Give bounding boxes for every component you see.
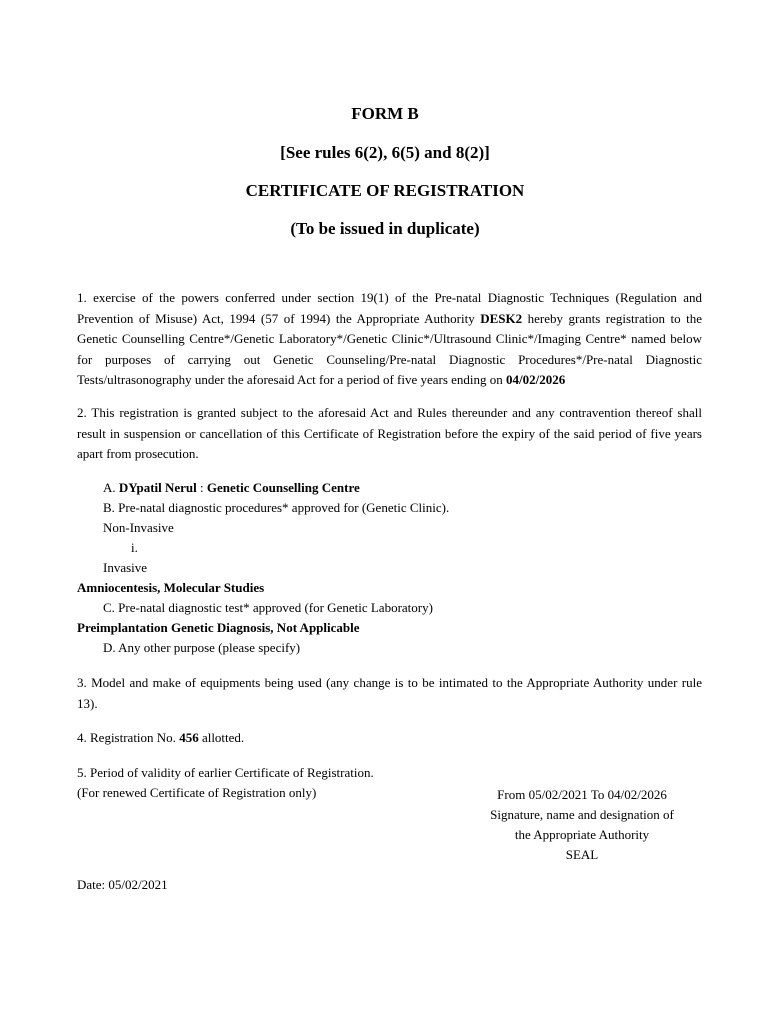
paragraph-1-line-4: for purposes of carrying out Genetic Counseling/Pre-natal Diagnostic Procedures*/Pre-natal Diagnostic (77, 351, 702, 367)
certificate-title: CERTIFICATE OF REGISTRATION (245, 181, 525, 200)
paragraph-4 (77, 728, 244, 748)
paragraph-1-line-3: Genetic Counselling Centre*/Genetic Laboratory*/Genetic Clinic*/Ultrasound Clinic*/Imaging Centre* named below (77, 331, 702, 346)
paragraph-1-line-2-text-a: Prevention of Misuse) Act, 1994 (57 of 1994) the Appropriate Authority (77, 310, 481, 326)
registration-number-suffix: allotted. (198, 730, 245, 745)
appropriate-authority-name: DESK2 (480, 310, 523, 326)
paragraph-1-line-1: 1. exercise of the powers conferred under section 19(1) of the Pre-natal Diagnostic Techniques (Regulation and (77, 290, 702, 305)
paragraph-3 (77, 673, 702, 714)
paragraph-3-line-2: 13). (77, 695, 98, 711)
item-c: C. Pre-natal diagnostic test* approved (for Genetic Laboratory) (103, 600, 433, 615)
invasive-procedures-value: Amniocentesis, Molecular Studies (77, 580, 265, 595)
centre-type: Genetic Counselling Centre (206, 480, 360, 495)
paragraph-1 (77, 288, 702, 391)
paragraph-2-line-3: apart from prosecution. (77, 446, 199, 461)
authority-label: the Appropriate Authority (514, 827, 650, 842)
genetic-lab-tests-value: Preimplantation Genetic Diagnosis, Not Applicable (77, 620, 360, 635)
issue-note: (To be issued in duplicate) (290, 219, 480, 238)
registration-end-date: 04/02/2026 (506, 372, 566, 387)
paragraph-1-line-5-text: Tests/ultrasonography under the aforesaid Act for a period of five years ending on (77, 372, 507, 387)
non-invasive-label: Non-Invasive (103, 520, 174, 535)
paragraph-3-line-1: 3. Model and make of equipments being used (any change is to be intimated to the Appropriate Authority under rule (77, 675, 702, 690)
item-a-separator: : (196, 480, 207, 495)
issue-date: Date: 05/02/2021 (77, 877, 168, 892)
paragraph-1-line-2-text-b: hereby grants registration to the (522, 310, 702, 326)
roman-numeral-i: i. (131, 540, 138, 555)
paragraph-5-line-1: 5. Period of validity of earlier Certificate of Registration. (77, 765, 374, 780)
seal-label: SEAL (565, 847, 599, 862)
rules-reference: [See rules 6(2), 6(5) and 8(2)] (280, 143, 490, 162)
paragraph-1-line-5 (77, 370, 702, 391)
paragraph-1-line-2 (77, 309, 702, 330)
item-d: D. Any other purpose (please specify) (103, 640, 301, 655)
centre-name: DYpatil Nerul (118, 480, 197, 495)
item-b: B. Pre-natal diagnostic procedures* approved for (Genetic Clinic). (103, 500, 450, 515)
signature-label: Signature, name and designation of (490, 807, 674, 822)
item-a (103, 478, 360, 498)
registration-number-prefix: 4. Registration No. (77, 730, 180, 745)
paragraph-5-line-2: (For renewed Certificate of Registration only) (77, 785, 317, 800)
form-title: FORM B (351, 104, 419, 123)
invasive-label: Invasive (103, 560, 148, 575)
paragraph-2-line-1: 2. This registration is granted subject to the aforesaid Act and Rules thereunder and any contravention thereof shall (77, 405, 702, 420)
validity-period: From 05/02/2021 To 04/02/2026 (497, 787, 667, 802)
paragraph-2-line-2: result in suspension or cancellation of this Certificate of Registration before the expiry of the said period of five years (77, 425, 702, 441)
item-a-prefix: A. (103, 480, 119, 495)
registration-number: 456 (179, 730, 199, 745)
paragraph-2 (77, 403, 702, 465)
